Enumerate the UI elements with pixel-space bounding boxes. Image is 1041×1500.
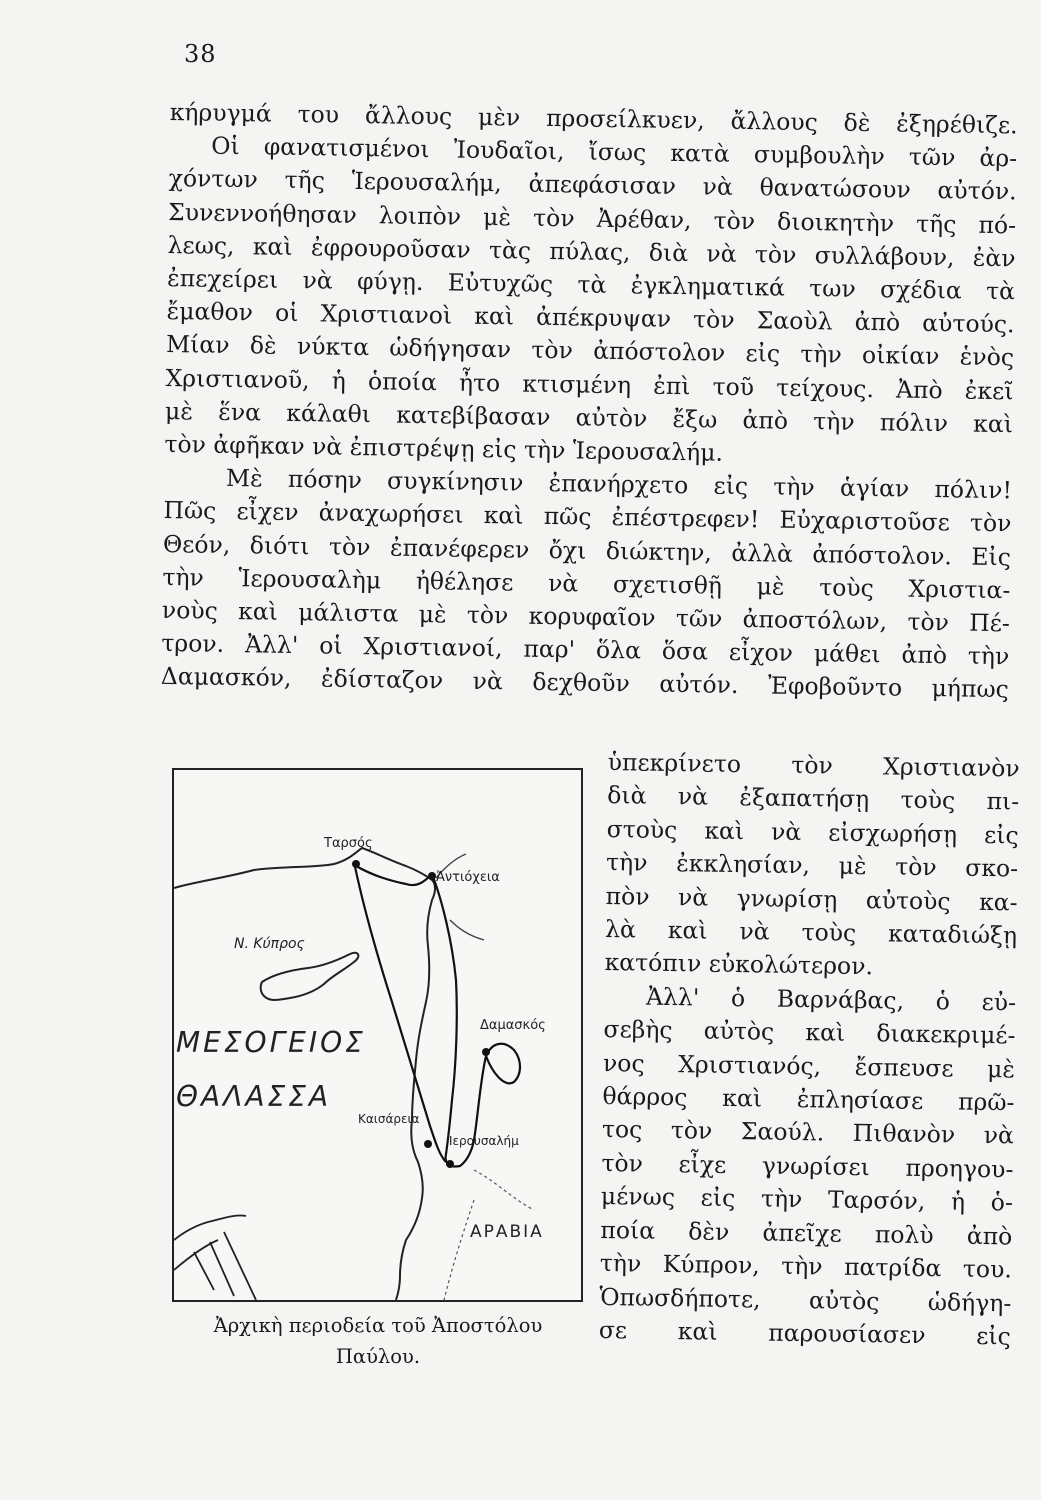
text-line: σε καὶ παρουσίασεν εἰς — [598, 1315, 1011, 1351]
text-line: λεως, καὶ ἐφρουροῦσαν τὰς πύλας, διὰ νὰ τὸν συλλάβουν, ἐὰν — [167, 230, 1016, 273]
text-line: σεβὴς αὐτὸς καὶ διακεκριμέ- — [603, 1015, 1016, 1050]
tarsus-marker — [352, 860, 360, 868]
text-line: Μὲ πόσην συγκίνησιν ἐπανήρχετο εἰς τὴν ἁγίαν πόλιν! — [225, 464, 1013, 505]
text-line: τὴν Κύπρον, τὴν πατρίδα του. — [599, 1249, 1013, 1284]
text-line: τὸν εἶχε γνωρίσει προηγου- — [601, 1148, 1014, 1184]
text-line: τρον. Ἀλλ' οἱ Χριστιανοί, παρ' ὅλα ὅσα εἶχον μάθει ἀπὸ τὴν — [161, 629, 1010, 671]
caesarea-marker — [424, 1140, 432, 1148]
coastline — [174, 848, 435, 1300]
text-line: ποία δὲν ἀπεῖχε πολὺ ἀπὸ — [600, 1215, 1013, 1251]
text-line: τὸν ἀφῆκαν νὰ ἐπιστρέψῃ εἰς τὴν Ἱερουσαλήμ. — [164, 429, 724, 467]
text-line: ὑπεκρίνετο τὸν Χριστιανὸν — [607, 747, 1020, 783]
text-line: μένως εἰς τὴν Ταρσόν, ἡ ὁ- — [600, 1182, 1014, 1217]
text-line: διὰ νὰ ἐξαπατήσῃ τοὺς πι- — [607, 781, 1020, 816]
map-label-antioch: Ἀντιόχεια — [436, 870, 500, 885]
map-label-cyprus: Ν. Κύπρος — [234, 936, 305, 952]
map-label-sea-line1: ΜΕΣΟΓΕΙΟΣ — [176, 1026, 366, 1059]
map-figure — [172, 768, 583, 1302]
text-line: Πῶς εἶχεν ἀναχωρήσει καὶ πῶς ἐπέστρεφεν! Εὐχαριστοῦσε τὸν — [163, 496, 1012, 538]
damascus-marker — [482, 1048, 490, 1056]
cyprus-island — [261, 953, 359, 1000]
text-line: λὰ καὶ νὰ τοὺς καταδιώξῃ — [604, 915, 1018, 950]
map-caption — [172, 1310, 584, 1372]
map-label-jerusalem: Ἱερουσαλήμ — [448, 1134, 519, 1148]
text-line: στοὺς καὶ νὰ εἰσχωρήσῃ εἰς — [606, 814, 1019, 850]
text-line: τος τὸν Σαούλ. Πιθανὸν νὰ — [601, 1115, 1015, 1150]
text-line: ἐπεχείρει νὰ φύγῃ. Εὐτυχῶς τὰ ἐγκληματικά των σχέδια τὰ — [166, 263, 1016, 306]
text-line: τὴν Ἱερουσαλὴμ ἠθέλησε νὰ σχετισθῇ μὲ τοὺς Χριστια- — [162, 562, 1011, 605]
text-line: Ὁπωσδήποτε, αὐτὸς ὡδήγη- — [599, 1282, 1012, 1317]
map-label-arabia: ΑΡΑΒΙΑ — [470, 1222, 544, 1242]
text-line: νος Χριστιανός, ἔσπευσε μὲ — [602, 1048, 1016, 1084]
nile-delta — [174, 1215, 256, 1300]
text-line: νοὺς καὶ μάλιστα μὲ τὸν κορυφαῖον τῶν ἀποστόλων, τὸν Πέ- — [161, 595, 1011, 638]
text-line: Μίαν δὲ νύκτα ὡδήγησαν τὸν ἀπόστολον εἰς τὴν οἰκίαν ἑνὸς — [165, 330, 1015, 372]
river — [436, 854, 484, 940]
map-label-sea-line2: ΘΑΛΑΣΣΑ — [176, 1080, 332, 1113]
text-line: κήρυγμά του ἄλλους μὲν προσείλκυεν, ἄλλους δὲ ἐξηρέθιζε. — [169, 97, 1018, 140]
map-label-tarsus: Ταρσός — [324, 836, 373, 851]
side-text — [599, 746, 1020, 1354]
caption-line: Παύλου. — [335, 1345, 421, 1368]
text-line: κατόπιν εὐκολώτερον. — [604, 948, 874, 981]
text-line: Οἱ φανατισμένοι Ἰουδαῖοι, ἴσως κατὰ συμβουλὴν τῶν ἀρ- — [211, 131, 1018, 173]
text-line: ἔμαθον οἱ Χριστιανοὶ καὶ ἀπέκρυψαν τὸν Σαοὺλ ἀπὸ αὐτούς. — [166, 297, 1015, 339]
map-label-caesarea: Καισάρεια — [358, 1112, 420, 1126]
text-line: τὴν ἐκκλησίαν, μὲ τὸν σκο- — [605, 848, 1019, 883]
page-number: 38 — [184, 40, 217, 68]
antioch-marker — [428, 872, 436, 880]
jerusalem-marker — [446, 1160, 454, 1168]
text-line: Δαμασκόν, ἐδίσταζον νὰ δεχθοῦν αὐτόν. Ἐφοβοῦντο μήπως — [160, 662, 1009, 704]
text-line: Χριστιανοῦ, ἡ ὁποία ἦτο κτισμένη ἐπὶ τοῦ τείχους. Ἀπὸ ἐκεῖ — [165, 363, 1014, 405]
caption-line: Ἀρχικὴ περιοδεία τοῦ Ἀποστόλου — [213, 1314, 543, 1337]
text-line: θάρρος καὶ ἐπλησίασε πρῶ- — [602, 1082, 1015, 1117]
text-line: χόντων τῆς Ἱερουσαλήμ, ἀπεφάσισαν νὰ θανατώσουν αὐτόν. — [168, 164, 1017, 206]
text-line: Θεόν, διότι τὸν ἐπανέφερεν ὄχι διώκτην, ἀλλὰ ἀπόστολον. Εἰς — [162, 529, 1012, 571]
map-label-damascus: Δαμασκός — [480, 1018, 546, 1033]
text-line: πὸν νὰ γνωρίσῃ αὐτοὺς κα- — [605, 881, 1018, 917]
main-text — [161, 96, 1018, 707]
text-line: Συνεννοήθησαν λοιπὸν μὲ τὸν Ἀρέθαν, τὸν διοικητὴν τῆς πό- — [167, 197, 1017, 239]
text-line: Ἀλλ' ὁ Βαρνάβας, ὁ εὐ- — [645, 982, 1017, 1017]
text-line: μὲ ἕνα κάλαθι κατεβίβασαν αὐτὸν ἔξω ἀπὸ τὴν πόλιν καὶ — [164, 396, 1014, 439]
